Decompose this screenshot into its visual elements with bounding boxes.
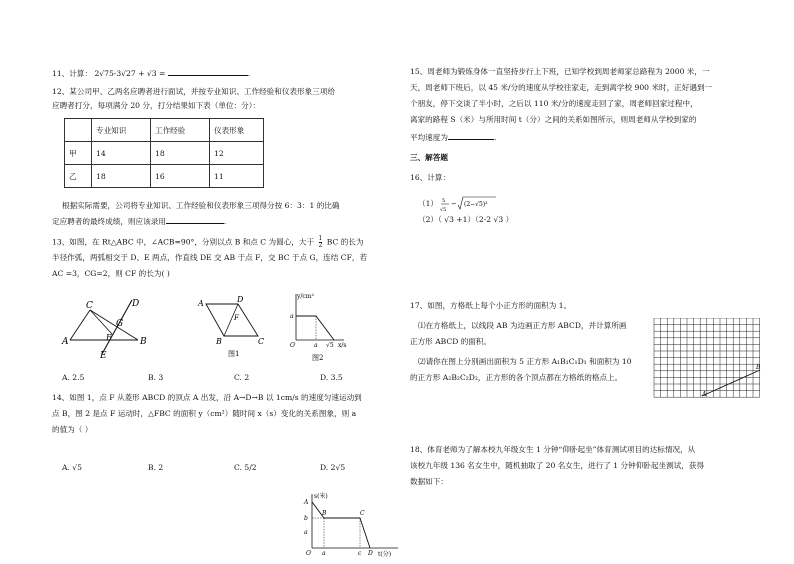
label-B: B [756, 364, 761, 371]
label-c: c [358, 550, 362, 557]
figure-caption: 图2 [312, 354, 324, 362]
table-cell: 甲 [65, 142, 92, 165]
q17-line2: ⑴在方格纸上，以线段 AB 为边画正方形 ABCD，并计算所画 [418, 321, 627, 330]
table-header: 专业知识 [92, 119, 151, 142]
svg-text:5: 5 [442, 198, 446, 204]
label-A: A [62, 337, 69, 347]
q11-text: 11、计算： 2√75-3√27 + √3 = [52, 69, 168, 78]
label-B: B [140, 337, 147, 347]
table-cell: 乙 [65, 165, 92, 188]
x-axis-label: x/s [338, 342, 347, 349]
label-O: O [306, 550, 311, 557]
q11-answer-blank [168, 66, 248, 76]
table-row [65, 119, 264, 142]
q15-line5: 平均速度为 [410, 133, 448, 142]
q14-line2: 点 B，图 2 是点 F 运动时，△FBC 的面积 y（cm²）随时间 x（s）变化的关系图象，则 a [52, 409, 357, 418]
svg-text:−: − [451, 200, 458, 208]
q14-line1: 14、如图 1，点 F 从菱形 ABCD 的顶点 A 出发，沿 A→D→B 以 1cm/s 的速度匀速运动到 [52, 393, 362, 402]
q15-line2: 天，周老师下班后，以 45 米/分的速度从学校往家走，走到离学校 900 米时，正好遇到一 [410, 83, 713, 92]
table-cell: 11 [210, 165, 264, 188]
q12-line2: 应聘者打分，每项满分 20 分，打分结果如下表（单位：分）： [52, 101, 261, 110]
fraction-numerator: 1 [318, 235, 323, 242]
q13-line1-row [52, 236, 364, 249]
q18-line2: 该校九年级 136 名女生中，随机抽取了 20 名女生，进行了 1 分钟仰卧起坐测试，获得 [410, 461, 705, 470]
table-header: 工作经验 [151, 119, 210, 142]
q11: 11、计算： 2√75-3√27 + √3 = . [52, 66, 250, 80]
q12-line4: 定应聘者的最终成绩，则应该录用 [52, 217, 166, 226]
table-row [65, 165, 264, 188]
label-A: A [304, 499, 309, 506]
q14-option-c: C. 5/2 [234, 463, 257, 472]
label-A: A [198, 299, 204, 308]
label-O: O [290, 342, 295, 349]
q12-score-table [64, 118, 264, 188]
q15-distance-graph [298, 490, 408, 560]
label-sqrt5: √5 [326, 342, 334, 349]
q14-line3: 的值为（ ） [52, 425, 93, 434]
q18-line3: 数据如下： [410, 477, 448, 486]
label-a-x: a [322, 550, 326, 557]
q17-line4: ⑵请你在图上分别画出面积为 5 正方形 A₁B₁C₁D₁ 和面积为 10 [418, 357, 632, 366]
q13-option-b: B. 3 [148, 373, 164, 382]
q14-option-d: D. 2√5 [320, 463, 346, 472]
q15-line5-row: 平均速度为 . [410, 130, 496, 144]
q15-line4: 离家的路程 S（米）与所用时间 t（分）之间的关系如图所示，则周老师从学校到家的 [410, 115, 697, 124]
q13-triangle-figure [60, 296, 160, 360]
q13-option-a: A. 2.5 [62, 373, 85, 382]
label-A: A [702, 391, 707, 398]
q12-answer-blank [166, 214, 224, 224]
q14-rhombus-figure [194, 294, 270, 360]
q18-line1: 18、体育老师为了解本校九年级女生 1 分钟“仰卧起坐”体育测试项目的达标情况，从 [410, 445, 696, 454]
q13-line1b: BC 的长为 [326, 237, 364, 247]
label-D: D [132, 299, 140, 309]
y-axis-label: s(米) [314, 493, 328, 500]
label-E: E [100, 351, 107, 360]
q15-line3: 个朋友，停下交谈了半小时，之后以 110 米/分的速度走回了家，周老师回家过程中， [410, 99, 698, 108]
q16-part1 [418, 194, 500, 214]
label-G: G [116, 319, 124, 329]
svg-text:√5: √5 [440, 207, 447, 213]
q13-option-c: C. 2 [234, 373, 250, 382]
label-F: F [106, 333, 112, 342]
label-a: a [290, 313, 294, 320]
table-cell: 12 [210, 142, 264, 165]
figure-caption: 图1 [228, 350, 240, 358]
table-cell: 18 [92, 165, 151, 188]
q16-part2: （2）（ √3 +1）（2-2 √3 ） [418, 215, 514, 224]
q13-line3: AC =3，CG=2，则 CF 的长为( ) [52, 269, 170, 278]
label-C: C [86, 301, 93, 311]
q17-line5: 的正方形 A₂B₂C₂D₂，正方形的各个顶点都在方格纸的格点上。 [410, 373, 623, 382]
section-title: 三、解答题 [410, 153, 448, 162]
q15-answer-blank [448, 130, 494, 140]
table-row [65, 142, 264, 165]
q17-grid-paper [652, 318, 764, 398]
table-header: 仪表形象 [210, 119, 264, 142]
label-B: B [216, 337, 222, 346]
x-axis-label: t(分) [378, 551, 392, 558]
q13-line1: 13、如图，在 Rt△ABC 中，∠ACB=90°，分别以点 B 和点 C 为圆心，大于 [52, 237, 315, 247]
table-cell [65, 119, 92, 142]
q14-area-graph [286, 290, 350, 362]
q15-line1: 15、周老师为锻炼身体一直坚持步行上下班，已知学校到周老师家总路程为 2000 米，一 [410, 67, 710, 76]
table-cell: 18 [151, 142, 210, 165]
label-D: D [368, 550, 373, 557]
label-C: C [258, 337, 265, 346]
q17-line1: 17、如图，方格纸上每个小正方形的面积为 1。 [410, 301, 572, 310]
label-b: b [304, 515, 308, 522]
fraction-denominator: 2 [318, 242, 323, 249]
q16-part1-expression [440, 194, 500, 214]
table-cell: 14 [92, 142, 151, 165]
q16-part1-label: （1） [418, 199, 439, 208]
table-cell: 16 [151, 165, 210, 188]
label-F: F [234, 314, 239, 322]
q13-option-d: D. 3.5 [320, 373, 343, 382]
label-C: C [360, 510, 365, 517]
q16-title: 16、计算： [410, 173, 451, 182]
q12-line4-row: 定应聘者的最终成绩，则应该录用 . [52, 214, 226, 228]
label-a-x: a [314, 342, 318, 349]
q12-line3: 根据实际需要，公司将专业知识、工作经验和仪表形象三项得分按 6：3：1 的比确 [62, 201, 340, 210]
q13-fraction [319, 236, 323, 249]
label-D: D [237, 295, 244, 304]
q12-line1: 12、某公司甲、乙两名应聘者进行面试，并按专业知识、工作经验和仪表形象三项给 [52, 87, 336, 96]
q13-line2: 半径作弧，两弧相交于 D、E 两点，作直线 DE 交 AB 于点 F，交 BC 于点 G，连结 CF，若 [52, 253, 368, 262]
label-a: a [304, 529, 308, 536]
y-axis-label: y/cm² [297, 293, 314, 300]
label-B: B [322, 510, 327, 517]
q17-line3: 正方形 ABCD 的面积。 [410, 337, 492, 346]
q14-option-b: B. 2 [148, 463, 164, 472]
svg-text:(2−√5)²: (2−√5)² [464, 201, 489, 208]
q14-option-a: A. √5 [62, 463, 82, 472]
